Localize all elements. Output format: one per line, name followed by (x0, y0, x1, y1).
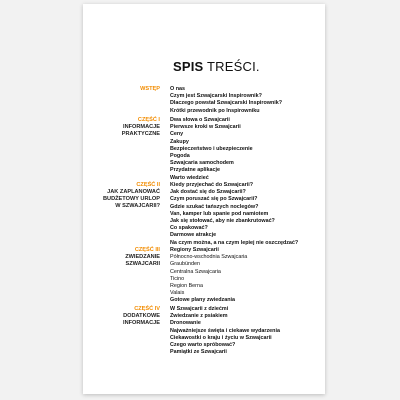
toc-entry: Pierwsze kroki w Szwajcarii (170, 124, 241, 131)
toc-entry: Ticino (170, 275, 185, 282)
toc-entry: O nas (170, 86, 185, 92)
toc-entry: Graubünden (170, 261, 200, 268)
toc-entry: Zwiedzanie z psiakiem (170, 313, 228, 320)
toc-entry: Najważniejsze święta i ciekawe wydarzenia (170, 327, 280, 334)
toc-entry: Czym jest Szwajcarski Inspirownik? (170, 93, 262, 100)
toc-entry: Pogoda (170, 153, 190, 160)
toc-entry: Ceny (170, 131, 184, 138)
toc-entry: Centralna Szwajcaria (170, 268, 221, 275)
toc-entry: Co spakować? (170, 225, 208, 232)
toc-entry: Jak się stołować, aby nie zbankrutować? (170, 218, 275, 225)
section-number: CZĘŚĆ I (137, 117, 160, 123)
section-name: INFORMACJE (123, 320, 160, 326)
toc-entry: Przydatne aplikacje (170, 167, 221, 174)
toc-entry: Dwa słowa o Szwajcarii (170, 117, 230, 123)
section-label (83, 117, 160, 138)
section-items (170, 86, 322, 115)
section-name: BUDŻETOWY URLOP (103, 196, 160, 202)
toc-entry: Gotowe plany zwiedzania (170, 297, 235, 304)
toc-entry: Pamiątki ze Szwajcarii (170, 349, 227, 356)
toc-entry: Dlaczego powstał Szwajcarski Inspirownik? (170, 100, 283, 107)
toc-entry: Valais (170, 290, 185, 297)
toc-entry: Dronowanie (170, 320, 201, 327)
toc-entry: Van, kamper lub spanie pod namiotem (170, 210, 269, 217)
toc-entry: W Szwajcarii z dziećmi (170, 306, 229, 312)
section-label (83, 182, 160, 210)
section-number: WSTĘP (140, 86, 160, 92)
toc-entry: Ciekawostki o kraju i życiu w Szwajcarii (170, 334, 272, 341)
toc-entry: Warto wiedzieć (170, 174, 209, 181)
toc-entry: Krótki przewodnik po Inspirowniku (170, 107, 260, 114)
toc-entry: Szwajcaria samochodem (170, 160, 234, 167)
toc-entry: Jak dostać się do Szwajcarii? (170, 189, 246, 196)
section-name: INFORMACJE (123, 124, 160, 130)
toc-entry: Na czym można, a na czym lepiej nie oszczędzać? (170, 239, 299, 246)
toc-entry: Kiedy przyjechać do Szwajcarii? (170, 182, 253, 188)
toc-entry: Bezpieczeństwo i ubezpieczenie (170, 145, 253, 152)
page-title (173, 59, 260, 74)
section-name: W SZWAJCARII? (115, 203, 160, 209)
toc-entry: Czym poruszać się po Szwajcarii? (170, 196, 258, 203)
toc-entry: Darmowe atrakcje (170, 232, 217, 239)
section-name: ZWIEDZANIE (125, 254, 160, 260)
toc-entry: Region Berna (170, 283, 203, 290)
section-label (83, 247, 160, 268)
document-page (83, 4, 325, 394)
section-label (83, 86, 160, 93)
section-label (83, 306, 160, 327)
toc-entry: Regiony Szwajcarii (170, 247, 219, 253)
section-items (170, 306, 322, 356)
section-name: SZWAJCARII (125, 261, 160, 267)
section-items (170, 247, 322, 305)
section-name: PRAKTYCZNE (121, 131, 160, 137)
section-name: JAK ZAPLANOWAĆ (107, 189, 160, 195)
title-light: TREŚCI. (207, 59, 260, 74)
toc-entry: Czego warto spróbować? (170, 342, 236, 349)
section-items (170, 182, 322, 247)
section-items (170, 117, 322, 182)
toc-entry: Zakupy (170, 138, 189, 145)
toc-entry: Gdzie szukać tańszych noclegów? (170, 203, 259, 210)
title-strong: SPIS (173, 59, 204, 74)
section-number: CZĘŚĆ IV (134, 306, 160, 312)
section-number: CZĘŚĆ II (136, 182, 160, 188)
section-number: CZĘŚĆ III (134, 247, 160, 253)
section-name: DODATKOWE (123, 313, 160, 319)
toc-entry: Północno-wschodnia Szwajcaria (170, 254, 248, 261)
